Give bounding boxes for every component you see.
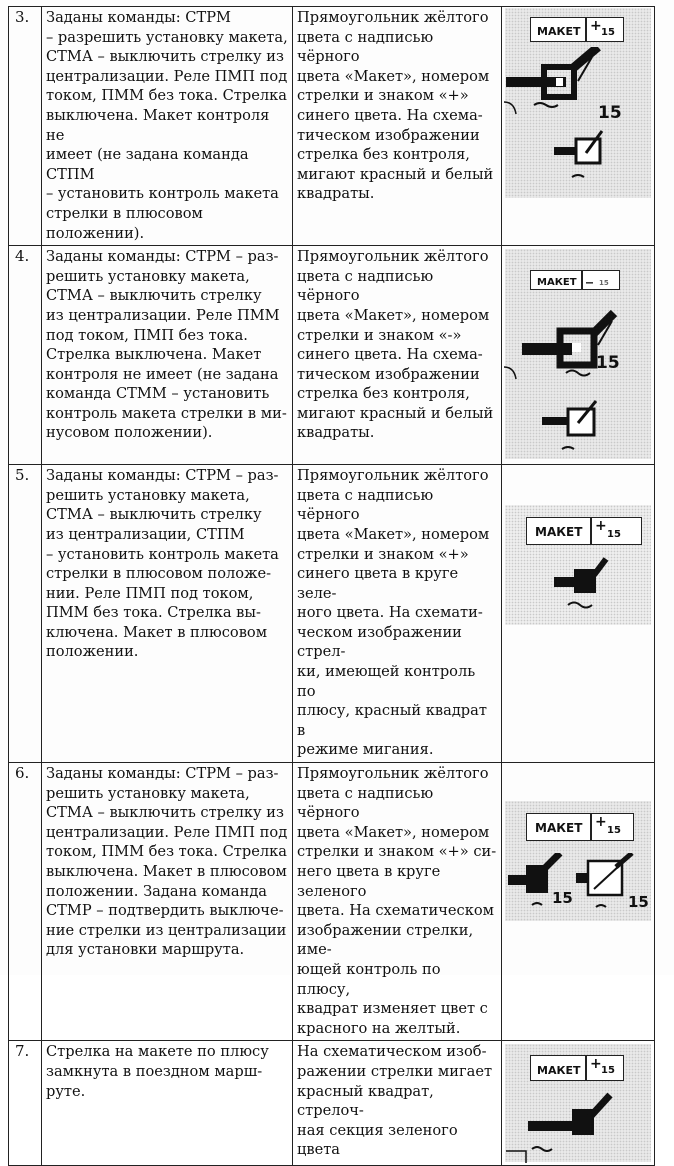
row-number: 7. bbox=[9, 1041, 42, 1166]
maket-separator bbox=[585, 1056, 587, 1080]
switch-diagram bbox=[502, 557, 652, 627]
indication-cell bbox=[293, 763, 502, 1041]
command-text: Заданы команды: СТРМ – раз- решить установку макета, СТМА – выключить стрелку из централизации, СТПМ – установить контроль макета стрелки в плюсовом положе- нии. Реле ПМП под током, ПММ без тока. Стрелка вы- ключена. Макет в плюсовом положении. bbox=[46, 467, 279, 661]
table-row bbox=[9, 763, 655, 1041]
indication-text: Прямоугольник жёлтого цвета с надписью чёрного цвета «Макет», номером стрелки и знаком «-» синего цвета. На схема- тическом изображении стрелка без контроля, мигают красный и белый квадраты. bbox=[297, 248, 494, 442]
command-cell bbox=[42, 246, 293, 465]
maket-separator bbox=[581, 271, 583, 289]
row-number: 3. bbox=[9, 7, 42, 246]
maket-label: МАКЕТ bbox=[535, 821, 583, 836]
switch-number: 15 bbox=[552, 889, 573, 908]
command-text: Заданы команды: СТРМ – раз- решить установку макета, СТМА – выключить стрелку из централизации. Реле ПММ под током, ПМП без тока. Стрелка выключена. Макет контроля не имеет (не задана команда СТММ – установить контроль макета стрелки в ми- нусовом положении). bbox=[46, 248, 287, 442]
maket-sign: + bbox=[590, 1056, 602, 1073]
maket-indicator bbox=[530, 1055, 624, 1081]
row-number: 5. bbox=[9, 465, 42, 763]
command-text: Заданы команды: СТРМ – разрешить установку макета, СТМА – выключить стрелку из централизации. Реле ПМП под током, ПММ без тока. Стрелка выключена. Макет контроля не имеет (не задана команда СТПМ – установить контроль макета стрелки в плюсовом положении). bbox=[46, 9, 288, 242]
maket-mode-table bbox=[8, 6, 655, 1166]
maket-number: 15 bbox=[607, 825, 621, 837]
maket-indicator bbox=[530, 270, 620, 290]
switch-diagram-left bbox=[502, 853, 577, 923]
illustration-cell bbox=[502, 246, 655, 465]
command-text: Заданы команды: СТРМ – раз- решить установку макета, СТМА – выключить стрелку из централизации. Реле ПМП под током, ПММ без тока. Стрелка выключена. Макет в плюсовом положении. Задана команда СТМР – подтвердить выключе- ние стрелки из централизации для установки маршрута. bbox=[46, 765, 288, 959]
illustration-cell bbox=[502, 465, 655, 763]
indication-text: Прямоугольник жёлтого цвета с надписью чёрного цвета «Макет», номером стрелки и знаком «+» си- него цвета в круге зеленого цвета. На схематическом изображении стрелки, име- ющей контроль по плюсу, квадрат изменяет цвет с красного на желтый. bbox=[297, 765, 497, 1037]
indication-cell bbox=[293, 465, 502, 763]
maket-sign: _ bbox=[586, 268, 593, 285]
indication-cell bbox=[293, 246, 502, 465]
switch-number: 15 bbox=[598, 103, 622, 123]
switch-number: 15 bbox=[596, 353, 620, 374]
command-cell bbox=[42, 763, 293, 1041]
illustration-cell bbox=[502, 7, 655, 246]
indication-text: Прямоугольник жёлтого цвета с надписью чёрного цвета «Макет», номером стрелки и знаком «+» синего цвета. На схема- тическом изображении стрелка без контроля, мигают красный и белый квадраты. bbox=[297, 9, 494, 203]
indication-cell bbox=[293, 7, 502, 246]
maket-indicator bbox=[530, 17, 624, 42]
maket-separator bbox=[590, 518, 592, 544]
maket-sign: + bbox=[590, 18, 602, 34]
row-number: 4. bbox=[9, 246, 42, 465]
table-row bbox=[9, 246, 655, 465]
maket-indicator bbox=[526, 517, 642, 545]
maket-label: МАКЕТ bbox=[535, 525, 583, 540]
illustration-cell bbox=[502, 763, 655, 1041]
switch-number: 15 bbox=[628, 893, 649, 912]
illustration-cell bbox=[502, 1041, 655, 1166]
maket-label: МАКЕТ bbox=[537, 25, 581, 38]
maket-number: 15 bbox=[599, 279, 609, 288]
maket-sign: + bbox=[595, 518, 607, 535]
command-text: Стрелка на макете по плюсу замкнута в поездном марш- руте. bbox=[46, 1043, 269, 1100]
indication-text: На схематическом изоб- ражении стрелки мигает красный квадрат, стрелоч- ная секция зеленого цвета bbox=[297, 1043, 493, 1159]
switch-diagram bbox=[502, 301, 652, 461]
row-number: 6. bbox=[9, 763, 42, 1041]
command-cell bbox=[42, 7, 293, 246]
maket-label: МАКЕТ bbox=[537, 1064, 581, 1078]
indication-cell bbox=[293, 1041, 502, 1166]
switch-diagram bbox=[502, 1087, 652, 1166]
maket-separator bbox=[585, 18, 587, 41]
table-row bbox=[9, 465, 655, 763]
maket-number: 15 bbox=[601, 1065, 615, 1077]
maket-indicator bbox=[526, 813, 634, 841]
maket-number: 15 bbox=[601, 27, 615, 38]
maket-sign: + bbox=[595, 814, 607, 831]
command-cell bbox=[42, 465, 293, 763]
maket-number: 15 bbox=[607, 529, 621, 541]
table-row bbox=[9, 7, 655, 246]
maket-label: МАКЕТ bbox=[537, 277, 577, 289]
maket-separator bbox=[590, 814, 592, 840]
table-row bbox=[9, 1041, 655, 1166]
command-cell bbox=[42, 1041, 293, 1166]
switch-diagram bbox=[502, 47, 652, 197]
indication-text: Прямоугольник жёлтого цвета с надписью чёрного цвета «Макет», номером стрелки и знаком «+» синего цвета в круге зеле- ного цвета. На схемати- ческом изображении стрел- ки, имеющей контроль по плюсу, красный квадрат в режиме мигания. bbox=[297, 467, 490, 759]
